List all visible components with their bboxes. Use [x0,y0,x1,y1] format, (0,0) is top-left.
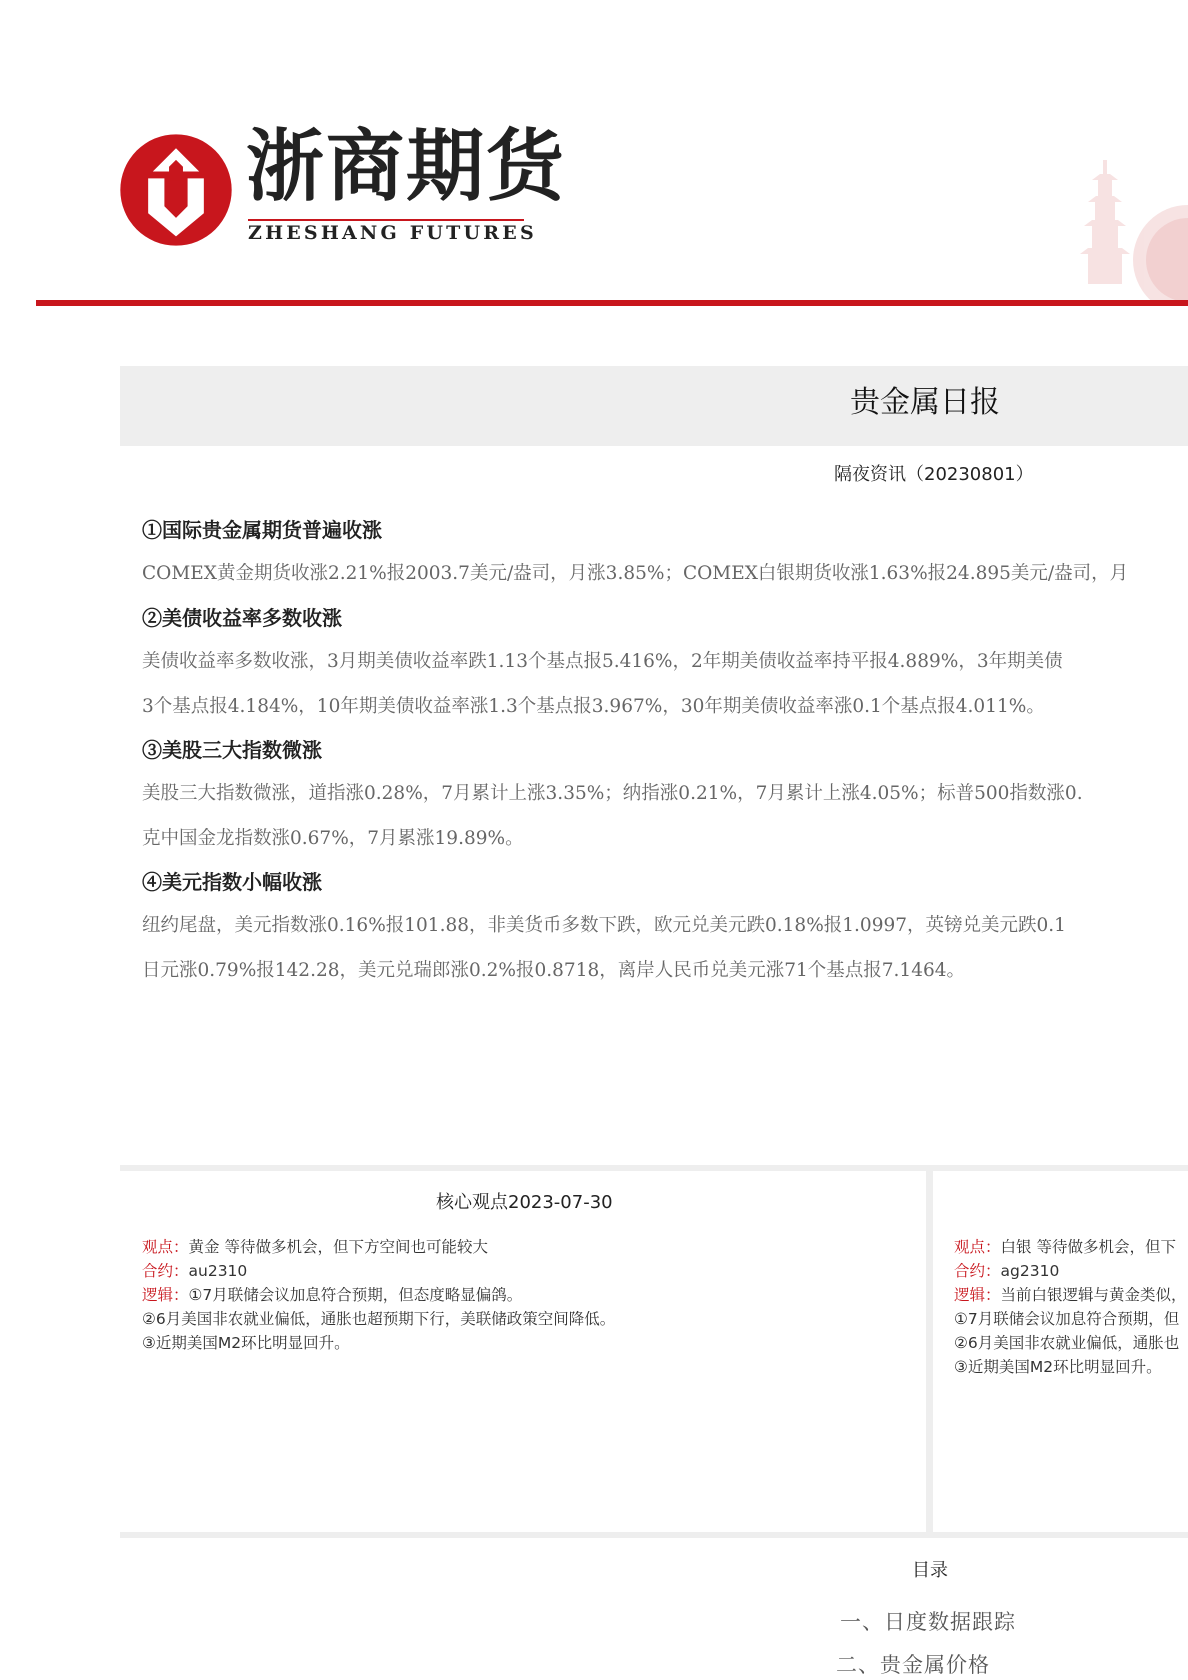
silver-contract-text: ag2310 [1000,1262,1060,1280]
core-view-title: 核心观点2023-07-30 [436,1192,613,1213]
news-text-3-line-2: 克中国金龙指数涨0.67%，7月累涨19.89%。 [142,828,524,849]
toc-title: 目录 [912,1560,948,1581]
news-text-4-line-2: 日元涨0.79%报142.28，美元兑瑞郎涨0.2%报0.8718，离岸人民币兑美元涨71个基点报7.1464。 [142,960,966,981]
news-heading-4: ④美元指数小幅收涨 [142,870,322,894]
silver-view-text: 白银 等待做多机会，但下 [1000,1238,1176,1256]
title-band [120,366,1188,446]
gold-contract [142,1264,247,1280]
gold-logic-key: 逻辑： [142,1286,189,1304]
gold-view-text: 黄金 等待做多机会，但下方空间也可能较大 [188,1238,488,1256]
news-text-1-line-1: COMEX黄金期货收涨2.21%报2003.7美元/盎司，月涨3.85%；COMEX白银期货收涨1.63%报24.895美元/盎司，月 [142,563,1129,584]
silver-view-key: 观点： [954,1238,1001,1256]
logo-mark [118,132,234,248]
gold-view-key: 观点： [142,1238,189,1256]
news-heading-2: ②美债收益率多数收涨 [142,606,342,630]
header-rule [36,300,1188,306]
core-view-top-rule [120,1165,1188,1171]
section-heading: 隔夜资讯（20230801） [834,464,1034,485]
silver-logic-line-3: ②6月美国非农就业偏低，通胀也 [954,1334,1180,1352]
gold-contract-key: 合约： [142,1262,189,1280]
news-text-2-line-1: 美债收益率多数收涨，3月期美债收益率跌1.13个基点报5.416%，2年期美债收益率持平报4.889%，3年期美债 [142,651,1063,672]
silver-logic-key: 逻辑： [954,1286,1001,1304]
logo-wordmark-en: ZHESHANG FUTURES [248,222,537,244]
core-view-divider [926,1171,933,1532]
core-view-bottom-rule [120,1532,1188,1538]
silver-contract-key: 合约： [954,1262,1001,1280]
toc-item-1[interactable]: 一、日度数据跟踪 [840,1610,1016,1634]
gold-logic-text: ①7月联储会议加息符合预期，但态度略显偏鸽。 [188,1286,523,1304]
silver-contract [954,1264,1059,1280]
news-text-4-line-1: 纽约尾盘，美元指数涨0.16%报101.88，非美货币多数下跌，欧元兑美元跌0.18%报1.0997，英镑兑美元跌0.1 [142,915,1066,936]
silver-logic-line-2: ①7月联储会议加息符合预期，但 [954,1310,1180,1328]
silver-view-panel [952,1230,1188,1380]
pagoda-decoration [1070,150,1188,300]
news-text-3-line-1: 美股三大指数微涨，道指涨0.28%，7月累计上涨3.35%；纳指涨0.21%，7月累计上涨4.05%；标普500指数涨0. [142,783,1083,804]
logo-underline [248,219,524,221]
silver-logic-text: 当前白银逻辑与黄金类似， [1000,1286,1187,1304]
gold-logic-line-2: ②6月美国非农就业偏低，通胀也超预期下行，美联储政策空间降低。 [142,1310,616,1328]
news-heading-1: ①国际贵金属期货普遍收涨 [142,518,382,542]
silver-view [954,1240,1176,1256]
gold-view [142,1240,488,1256]
silver-logic [954,1288,1187,1304]
toc-item-2[interactable]: 二、贵金属价格 [836,1653,990,1677]
news-text-2-line-2: 3个基点报4.184%，10年期美债收益率涨1.3个基点报3.967%，30年期美债收益率涨0.1个基点报4.011%。 [142,696,1045,717]
gold-logic-line-3: ③近期美国M2环比明显回升。 [142,1334,350,1352]
report-title: 贵金属日报 [850,385,1000,420]
silver-logic-line-4: ③近期美国M2环比明显回升。 [954,1358,1162,1376]
news-heading-3: ③美股三大指数微涨 [142,738,322,762]
gold-logic [142,1288,522,1304]
logo-wordmark-cn: 浙商期货 [246,122,567,212]
gold-contract-text: au2310 [188,1262,248,1280]
